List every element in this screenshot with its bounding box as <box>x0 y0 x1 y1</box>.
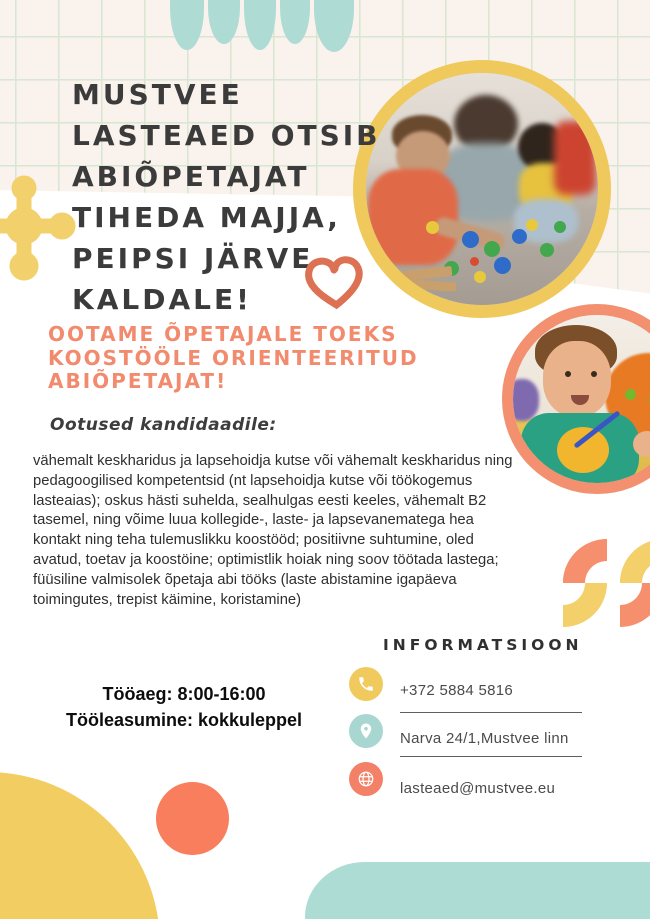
quote-shape <box>563 539 607 627</box>
drip-shape <box>208 0 240 44</box>
globe-icon <box>349 762 383 796</box>
address-text: Narva 24/1,Mustvee linn <box>400 730 569 747</box>
toy-ball <box>484 241 500 257</box>
title-line: KALDALE! <box>72 283 252 316</box>
title-line: LASTEAED OTSIB <box>72 119 381 152</box>
title-line: PEIPSI JÄRVE <box>72 242 314 275</box>
subtitle-line: ABIÕPETAJAT! <box>48 369 228 393</box>
drip-shape <box>244 0 276 50</box>
teal-drips-decoration <box>170 0 354 52</box>
wooden-block <box>410 279 457 291</box>
yellow-circle-decoration <box>0 772 160 919</box>
toy-ball <box>512 229 527 244</box>
info-heading: INFORMATSIOON <box>383 636 583 654</box>
toy-ball <box>474 271 486 283</box>
toy-ball <box>526 219 538 231</box>
toy-ball <box>494 257 511 274</box>
phone-icon <box>349 667 383 701</box>
divider-line <box>400 756 582 757</box>
photo-children-playing-image <box>366 73 598 305</box>
drip-shape <box>314 0 354 52</box>
quote-shape <box>620 539 650 627</box>
toy-ball <box>470 257 479 266</box>
photo-smiling-boy-image <box>513 315 650 483</box>
schedule-block <box>38 681 330 733</box>
subtitle-line: OOTAME ÕPETAJALE TOEKS <box>48 322 398 346</box>
coral-circle-decoration <box>156 782 229 855</box>
phone-number: +372 5884 5816 <box>400 682 514 699</box>
work-time: Tööaeg: 8:00-16:00 <box>102 684 266 704</box>
start-date: Tööleasumine: kokkuleppel <box>65 710 303 730</box>
toy-ball <box>462 231 479 248</box>
title-line: ABIÕPETAJAT <box>72 160 310 193</box>
toy-eye <box>625 389 636 400</box>
heart-icon <box>298 246 373 325</box>
title-line: TIHEDA MAJJA, <box>72 201 341 234</box>
quote-shapes-decoration <box>563 539 650 627</box>
subtitle-line: KOOSTÖÖLE ORIENTEERITUD <box>48 345 419 370</box>
toy <box>513 379 539 421</box>
photo-children-playing <box>353 60 611 318</box>
divider-line <box>400 712 582 713</box>
red-chair <box>554 121 596 195</box>
email-text: lasteaed@mustvee.eu <box>400 780 556 797</box>
drip-shape <box>280 0 310 44</box>
boy-face <box>543 341 611 417</box>
toy-ball <box>540 243 554 257</box>
expectations-heading: Ootused kandidaadile: <box>50 415 277 435</box>
toy-ball <box>554 221 566 233</box>
location-pin-icon <box>349 714 383 748</box>
title-line: MUSTVEE <box>72 78 243 111</box>
poster-subtitle <box>48 323 419 394</box>
boy-eye <box>565 371 571 377</box>
toy-ball <box>426 221 439 234</box>
expectations-body: vähemalt keskharidus ja lapsehoidja kutse või vähemalt keskharidus ning pedagoogilised kompetentsid (nt lapsehoidja kutse või töökogemus lasteaias); oskus hästi suhelda, sealhulgas eesti keeles, vähemalt B2 tasemel, ning võime luua kollegide-, laste- ja lapsevanematega hea kontakt ning teha tulemuslikku koostööd; positiivne suhtumine, oled avatud, toetav ja koostöine; optimistlik hoiak ning soov töötada lastega; füüsiline valmisolek õpetaja abi tööks (laste abistamine igapäeva toimingutes, trepist käimine, koristamine) <box>33 453 513 608</box>
shirt-sun-print <box>557 427 609 473</box>
drip-shape <box>170 0 204 50</box>
boy-eye <box>591 371 597 377</box>
teal-footer-decoration <box>305 862 650 919</box>
